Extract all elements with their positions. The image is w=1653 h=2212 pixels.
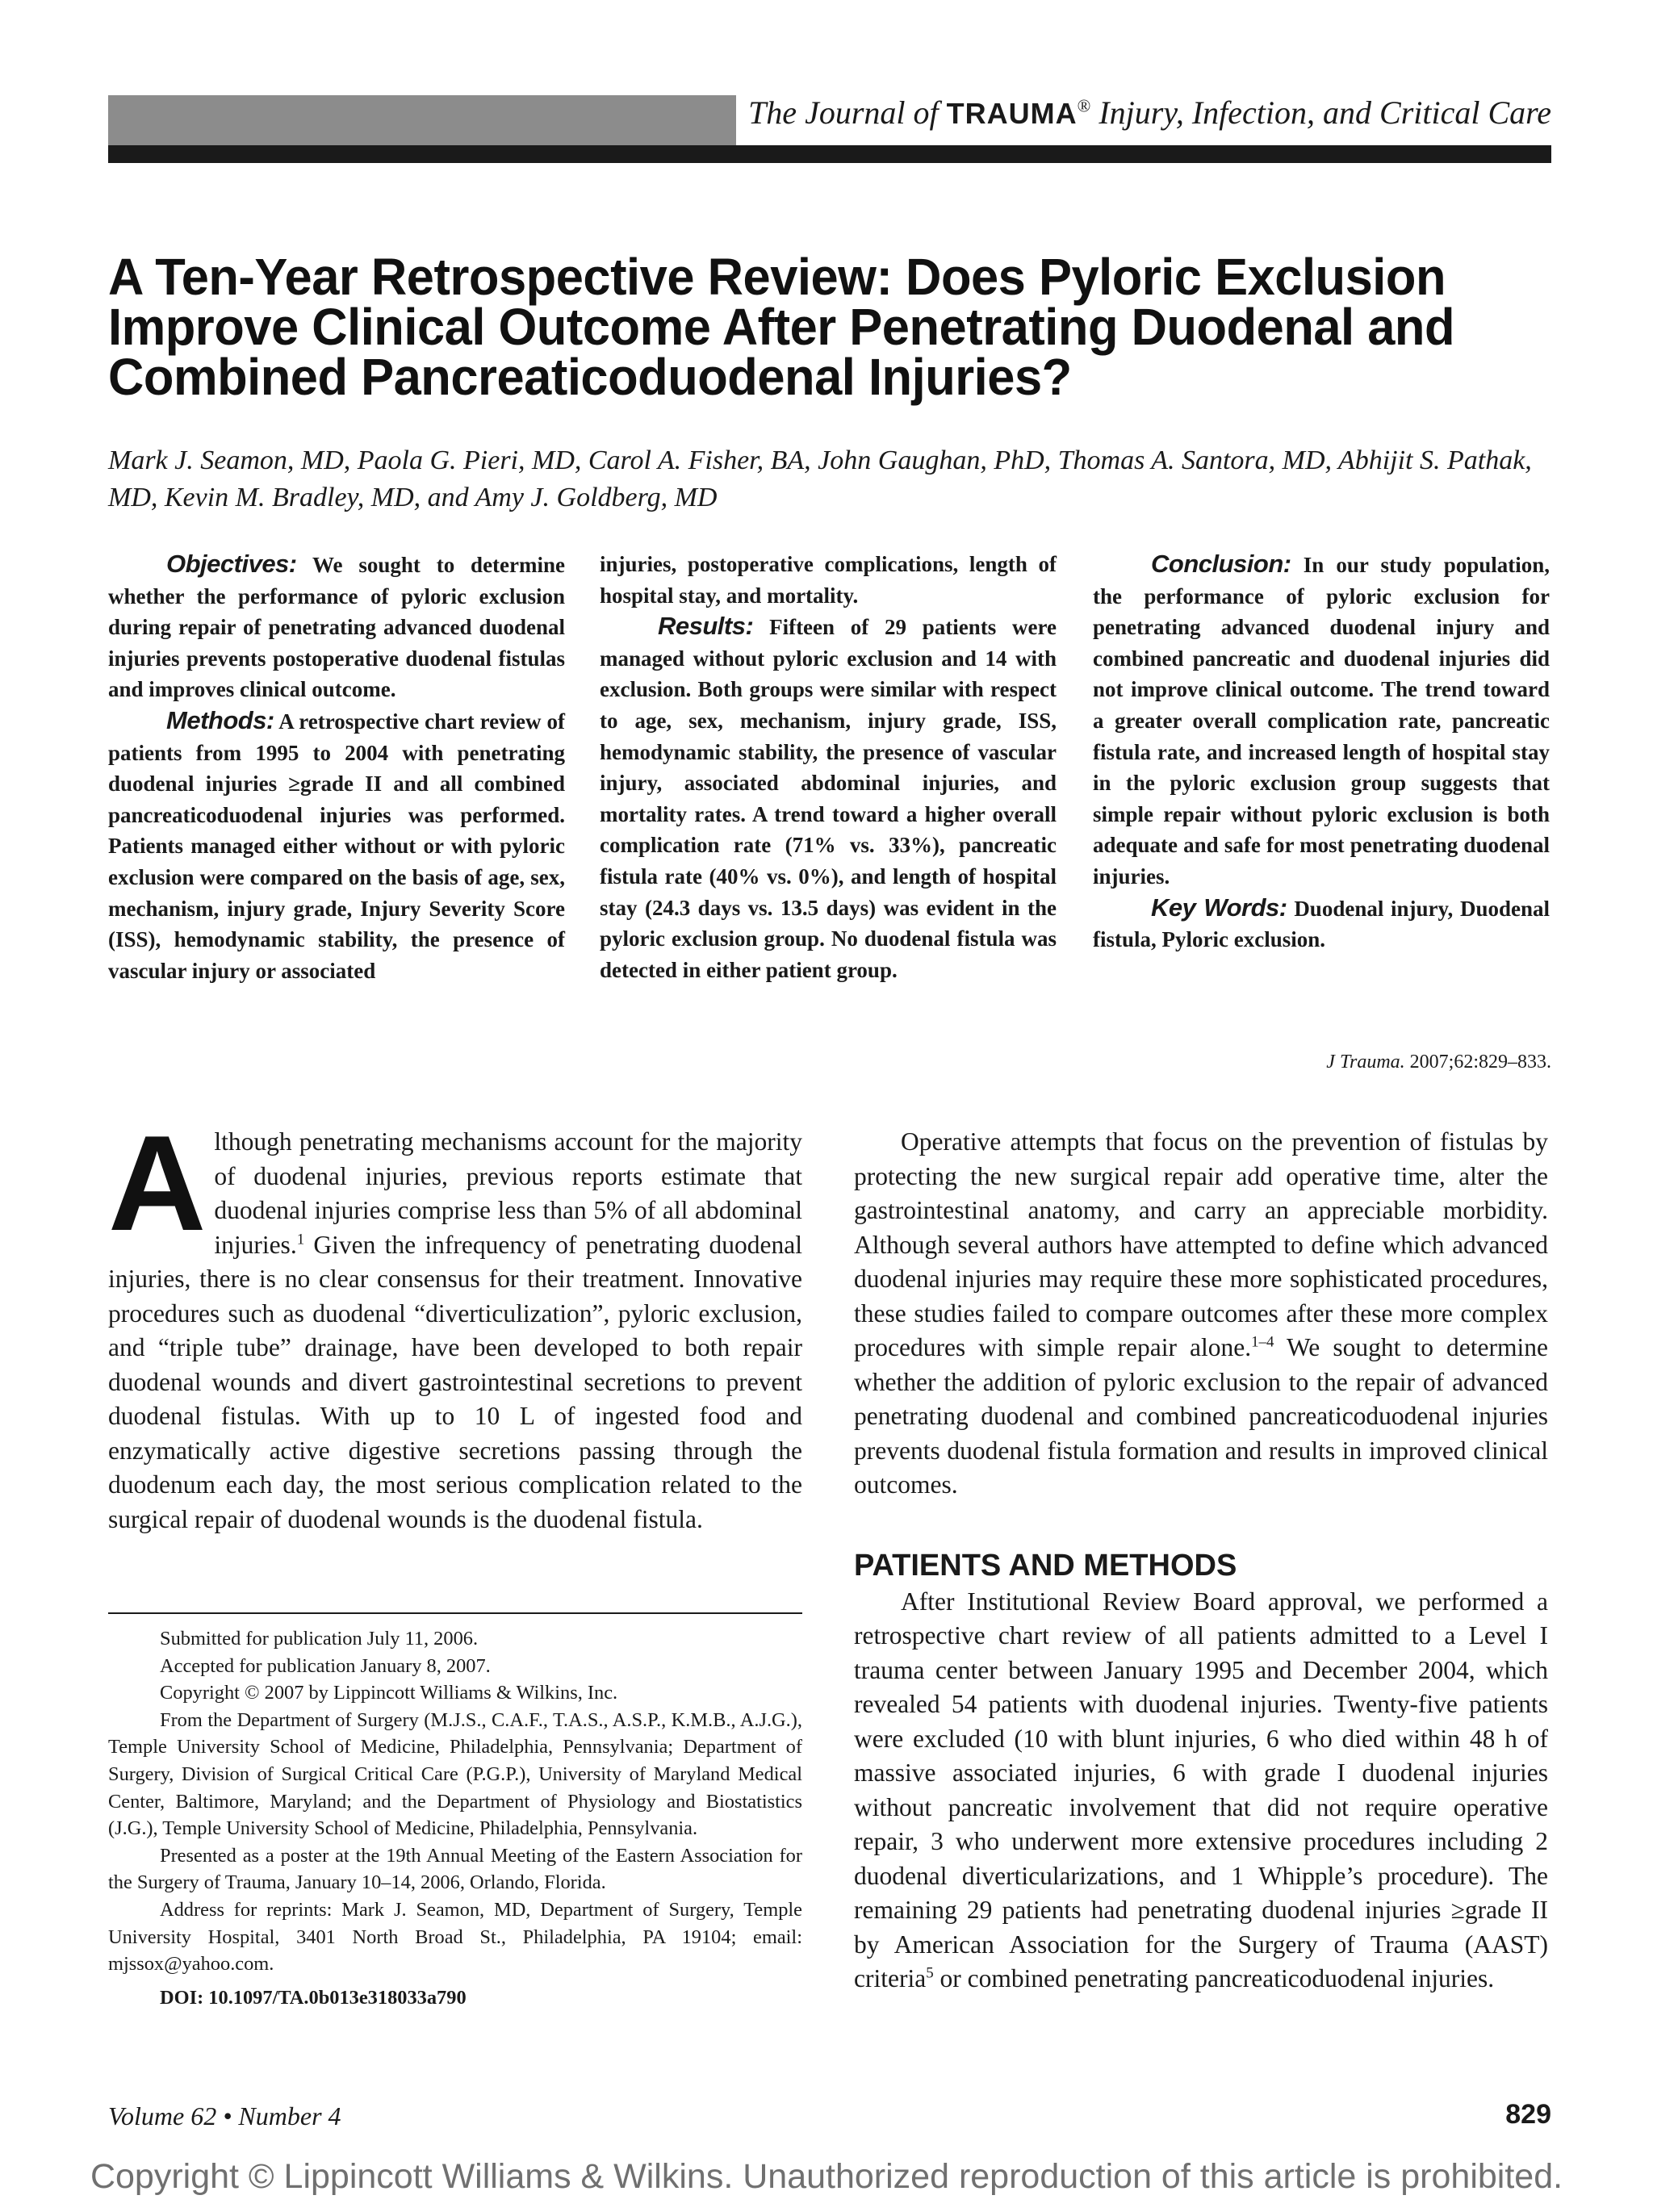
abstract-results [600, 611, 1057, 985]
objectives-heading: Objectives: [166, 550, 297, 578]
footnotes [108, 1625, 802, 2011]
intro-paragraph-1 [108, 1107, 802, 1537]
methods-heading: Methods: [166, 705, 274, 734]
footnote-presented: Presented as a poster at the 19th Annual Meeting of the Eastern Association for the Surgery of Trauma, January 10–14, 2006, Orlando, Florida. [108, 1844, 802, 1894]
abstract-methods [108, 705, 565, 986]
methods-text: A retrospective chart review of patients from 1995 to 2004 with penetrating duodenal injuries ≥grade II and all combined pancreaticoduodenal injuries was performed. Patients managed either without or with pyloric exclusion were compared on the basis of age, sex, mechanism, injury grade, Injury Severity Score (ISS), hemodynamic stability, the presence of vascular injury or associated [108, 709, 565, 983]
intro-p2-text-a: Operative attempts that focus on the prevention of fistulas by protecting the new surgical repair add operative time, alter the gastrointestinal anatomy, and carry an appreciable morbidity. Although several authors have attempted to define which advanced duodenal injuries may require these more sophisticated procedures, these studies failed to compare outcomes after these more complex procedures with simple repair alone. [854, 1127, 1548, 1361]
ref-1-4: 1–4 [1251, 1333, 1274, 1351]
methods-p1-text-a: After Institutional Review Board approval, we performed a retrospective chart review of all patients admitted to a Level I trauma center between January 1995 and December 2004, which revealed 54 patients with duodenal injuries. Twenty-five patients were excluded (10 with blunt injuries, 6 who died within 48 h of massive associated injuries, 6 with grade I duodenal injuries without pancreatic involvement that did not require operative repair, 3 who underwent more extensive procedures including 2 duodenal diverticularizations, and 1 Whipple’s procedure). The remaining 29 patients had penetrating duodenal injuries ≥grade II by American Association for the Surgery of Trauma (AAST) criteria [854, 1587, 1548, 1992]
intro-paragraph-2 [854, 1125, 1548, 1503]
footnote-doi: DOI: 10.1097/TA.0b013e318033a790 [160, 1986, 467, 2009]
journal-brand: TRAUMA [946, 97, 1078, 130]
ref-5: 5 [926, 1964, 934, 1982]
keywords-text: Duodenal injury, Duodenal fistula, Pyloric exclusion. [1093, 896, 1550, 952]
footnote-affiliation: From the Department of Surgery (M.J.S., C.A.F., T.A.S., A.S.P., K.M.B., A.J.G.), Temple University School of Medicine, Philadelphia, Pennsylvania; Department of Surgery, Division of Surgical Critical Care (P.G.P.), University of Maryland Medical Center, Baltimore, Maryland; and the Department of Physiology and Biostatistics (J.G.), Temple University School of Medicine, Philadelphia, Pennsylvania. [108, 1708, 802, 1840]
results-heading: Results: [658, 612, 754, 641]
page-number: 829 [1505, 2099, 1551, 2130]
conclusion-heading: Conclusion: [1151, 550, 1291, 578]
intro-p1-text-b: Given the infrequency of penetrating duodenal injuries, there is no clear consensus for their treatment. Innovative procedures such as duodenal “diverticulization”, pyloric exclusion, and “triple tube” drainage, have been developed to both repair duodenal wounds and divert gastrointestinal secretions to prevent duodenal fistulas. With up to 10 L of ingested food and enzymatically active digestive secretions passing through the duodenum each day, the most serious complication related to the surgical repair of duodenal wounds is the duodenal fistula. [108, 1230, 802, 1533]
footnote-address: Address for reprints: Mark J. Seamon, MD, Department of Surgery, Temple University Hospital, 3401 North Broad St., Philadelphia, PA 19104; email: mjssox@yahoo.com. [108, 1898, 802, 1976]
abstract-column-1 [108, 549, 565, 986]
citation-ref: 2007;62:829–833. [1409, 1052, 1551, 1073]
volume: Volume 62 [108, 2101, 217, 2130]
citation-journal: J Trauma. [1326, 1052, 1405, 1073]
abstract-column-3 [1093, 549, 1550, 955]
journal-reg-mark: ® [1077, 95, 1091, 116]
body-column-left [108, 1107, 802, 1537]
conclusion-text: In our study population, the performance of pyloric exclusion for penetrating advanced duodenal injury and combined pancreatic and duodenal injuries did not improve clinical outcome. The trend toward a greater overall complication rate, pancreatic fistula rate, and increased length of hospital stay in the pyloric exclusion group suggests that simple repair without pyloric exclusion is both adequate and safe for most penetrating duodenal injuries. [1093, 553, 1550, 889]
objectives-text: We sought to determine whether the performance of pyloric exclusion during repair of penetrating advanced duodenal injuries prevents postoperative duodenal fistulas and improves clinical outcome. [108, 553, 566, 702]
footnote-accepted: Accepted for publication January 8, 2007. [160, 1654, 491, 1677]
footnote-copyright: Copyright © 2007 by Lippincott Williams & Wilkins, Inc. [160, 1682, 618, 1704]
ref-1: 1 [296, 1231, 305, 1248]
drop-cap: A [108, 1107, 207, 1259]
section-heading: PATIENTS AND METHODS [854, 1548, 1237, 1583]
abstract-conclusion [1093, 549, 1550, 893]
volume-number [108, 2100, 341, 2132]
header-gray-band [108, 95, 736, 145]
citation-line [1067, 1049, 1551, 1075]
article-authors: Mark J. Seamon, MD, Paola G. Pieri, MD, Carol A. Fisher, BA, John Gaughan, PhD, Thomas A. Santora, MD, Abhijit S. Pathak, MD, Kevin M. Bradley, MD, and Amy J. Goldberg, MD [108, 445, 1532, 512]
header-black-rule [108, 145, 1551, 163]
journal-name [744, 92, 1551, 135]
bullet: • [223, 2101, 232, 2130]
copyright-notice: Copyright © Lippincott Williams & Wilkins. Unauthorized reproduction of this article is prohibited. [90, 2157, 1563, 2196]
intro-p1-text-a: lthough penetrating mechanisms account for the majority of duodenal injuries, previous reports estimate that duodenal injuries comprise less than 5% of all abdominal injuries. [214, 1127, 802, 1259]
footnote-rule [108, 1612, 802, 1614]
abstract-column-2 [600, 549, 1057, 985]
abstract-keywords [1093, 893, 1550, 955]
keywords-heading: Key Words: [1151, 893, 1287, 922]
methods-continued: injuries, postoperative complications, length of hospital stay, and mortality. [600, 552, 1057, 608]
article-title: A Ten-Year Retrospective Review: Does Pyloric Exclusion Improve Clinical Outcome After Penetrating Duodenal and Combined Pancreaticoduodenal Injuries? [108, 248, 1455, 406]
intro-p2-text-b: We sought to determine whether the addition of pyloric exclusion to the repair of advanced penetrating duodenal and combined pancreaticoduodenal injuries prevents duodenal fistula formation and results in improved clinical outcomes. [854, 1333, 1548, 1499]
footnote-submitted: Submitted for publication July 11, 2006. [160, 1628, 479, 1650]
abstract-objectives [108, 549, 565, 705]
results-text: Fifteen of 29 patients were managed without pyloric exclusion and 14 with exclusion. Both groups were similar with respect to age, sex, mechanism, injury grade, ISS, hemodynamic stability, the presence of vascular injury, associated abdominal injuries, and mortality rates. A trend toward a higher overall complication rate (71% vs. 33%), pancreatic fistula rate (40% vs. 0%), and length of hospital stay (24.3 days vs. 13.5 days) was evident in the pyloric exclusion group. No duodenal fistula was detected in either patient group. [600, 615, 1057, 982]
journal-suffix: Injury, Infection, and Critical Care [1099, 94, 1551, 131]
methods-p1-text-b: or combined penetrating pancreaticoduodenal injuries. [933, 1964, 1495, 1992]
body-column-right [854, 1125, 1548, 1997]
journal-prefix: The Journal of [748, 94, 939, 131]
issue-number: Number 4 [238, 2101, 341, 2130]
methods-paragraph-1 [854, 1585, 1548, 1997]
